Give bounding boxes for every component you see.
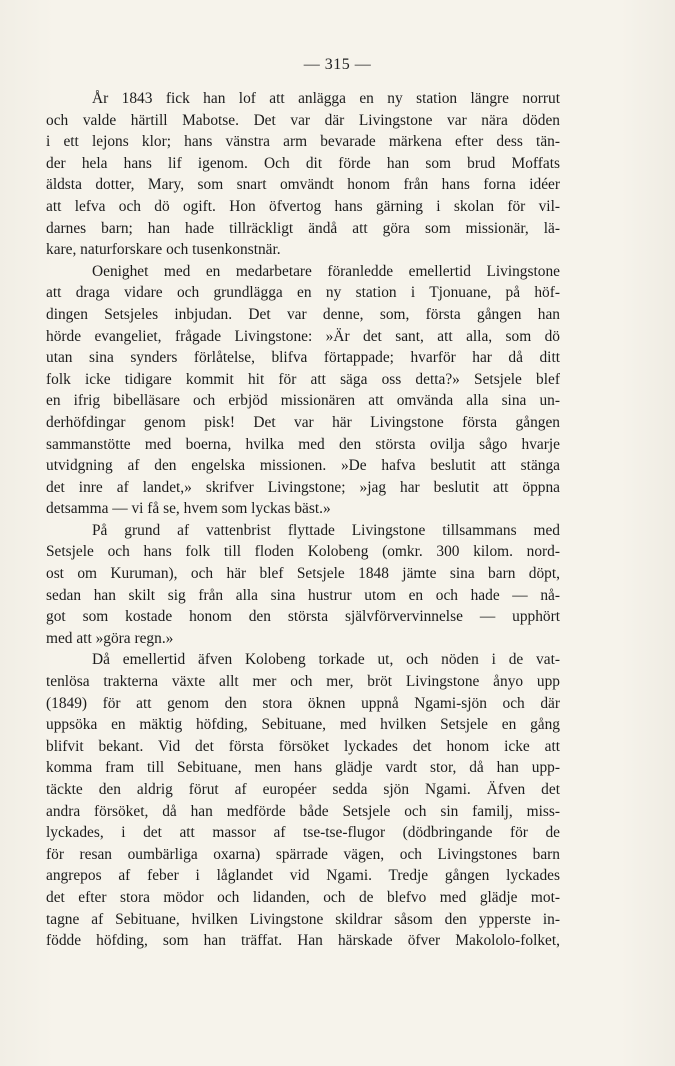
text-line: detsamma — vi få se, hvem som lyckas bäst.» — [46, 500, 331, 518]
text-line: uppsöka en mäktig höfding, Sebituane, med hvilken Setsjele en gång — [46, 716, 560, 734]
text-line: På grund af vattenbrist flyttade Livingstone tillsammans med — [92, 521, 560, 539]
text-line: darnes barn; han hade tillräckligt ändå att göra som missionär, lä- — [46, 219, 560, 237]
page-number: — 315 — — [303, 56, 372, 73]
text-line: äldsta dotter, Mary, som snart omvändt honom från hans forna idéer — [46, 176, 560, 194]
text-line: sammanstötte med boerna, hvilka med den största ovilja sågo hvarje — [46, 435, 560, 453]
text-line: ost om Kuruman), och här blef Setsjele 1848 jämte sina barn döpt, — [46, 565, 560, 583]
text-line: lyckades, i det att massor af tse-tse-flugor (dödbringande för de — [46, 824, 560, 842]
text-line: det efter stora mödor och lidanden, och de blefvo med glädje mot- — [46, 888, 560, 906]
text-line: angrepos af feber i låglandet vid Ngami. Tredje gången lyckades — [46, 867, 560, 885]
text-line: kare, naturforskare och tusenkonstnär. — [46, 241, 281, 259]
text-line: tagne af Sebituane, hvilken Livingstone skildrar såsom den ypperste in- — [46, 910, 560, 928]
body-text — [46, 88, 560, 952]
text-line: folk icke tidigare kommit hit för att säga oss detta?» Setsjele blef — [46, 370, 560, 388]
text-line: en ifrig bibelläsare och erbjöd missionären att omvända alla sina un- — [46, 392, 560, 410]
text-line: (1849) för att genom den stora öknen uppnå Ngami-sjön och där — [46, 694, 560, 712]
text-line: med att »göra regn.» — [46, 629, 174, 647]
text-line: utvidgning af den engelska missionen. »De hafva beslutit att stänga — [46, 457, 560, 475]
text-line: för resan oumbärliga oxarna) spärrade vägen, och Livingstones barn — [46, 845, 560, 863]
text-line: komma fram till Sebituane, men hans glädje vardt stor, då han upp- — [46, 759, 560, 777]
text-line: det inre af landet,» skrifver Livingstone; »jag har beslutit att öppna — [46, 478, 560, 496]
text-line: täckte den aldrig förut af européer sedda sjön Ngami. Äfven det — [46, 781, 560, 798]
text-line: derhöfdingar genom pisk! Det var här Livingstone första gången — [46, 413, 560, 431]
text-line: att lefva och dö ogift. Hon öfvertog hans gärning i skolan för vil- — [46, 197, 560, 215]
text-line: sedan han skilt sig från alla sina hustrur utom en och hade — nå- — [46, 586, 560, 604]
text-line: hörde evangeliet, frågade Livingstone: »Är det sant, att alla, som dö — [46, 327, 560, 345]
text-line: blifvit bekant. Vid det första försöket lyckades det honom icke att — [46, 737, 560, 755]
text-line: att draga vidare och grundlägga en ny station i Tjonuane, på höf- — [46, 284, 560, 302]
text-line: och valde härtill Mabotse. Det var där Livingstone var nära döden — [46, 111, 560, 129]
text-line: got som kostade honom den största självförvervinnelse — upphört — [46, 608, 560, 626]
text-line: Setsjele och hans folk till floden Kolobeng (omkr. 300 kilom. nord- — [46, 543, 560, 561]
text-line: i ett lejons klor; hans vänstra arm bevarade märkena efter dess tän- — [46, 133, 560, 151]
text-line: År 1843 fick han lof att anlägga en ny station längre norrut — [92, 90, 560, 107]
text-line: utan sina synders förlåtelse, blifva förtappade; hvarför har då ditt — [46, 349, 560, 367]
text-line: dingen Setsjeles inbjudan. Det var denne, som, första gången han — [46, 305, 560, 323]
text-line: födde höfding, som han träffat. Han härskade öfver Makololo-folket, — [46, 932, 560, 950]
text-line: der hela hans lif igenom. Och dit förde han som brud Moffats — [46, 154, 560, 172]
text-line: andra försöket, då han medförde både Setsjele och sin familj, miss- — [46, 802, 560, 820]
text-line: tenlösa trakterna växte allt mer och mer, bröt Livingstone ånyo upp — [46, 673, 560, 691]
text-line: Oenighet med en medarbetare föranledde emellertid Livingstone — [92, 262, 560, 280]
text-line: Då emellertid äfven Kolobeng torkade ut, och nöden i de vat- — [92, 651, 560, 669]
